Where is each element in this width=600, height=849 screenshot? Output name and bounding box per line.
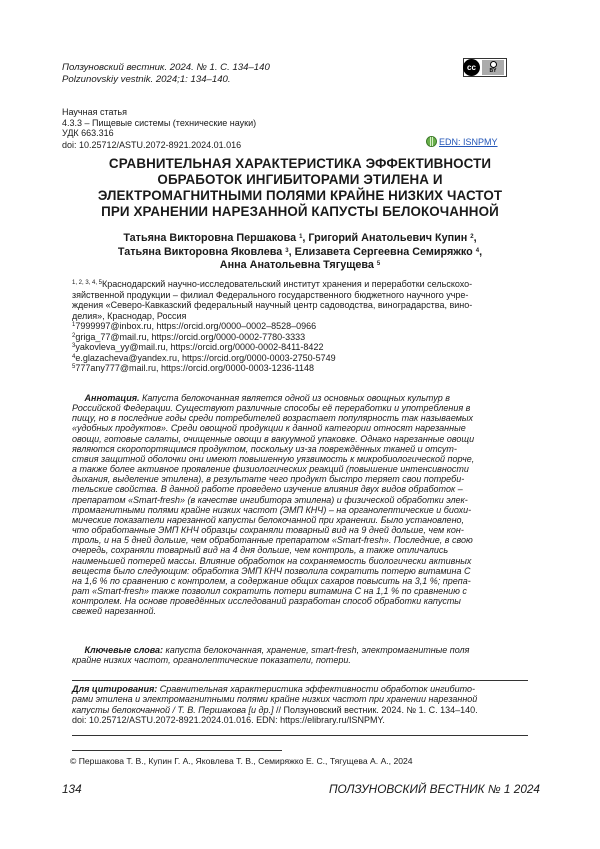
abstract-line: тромагнитными полями крайне низких частот (ЭМП КНЧ) – на органолептические и биохи- bbox=[72, 504, 472, 515]
title-line: ОБРАБОТОК ИНГИБИТОРАМИ ЭТИЛЕНА И bbox=[157, 172, 443, 187]
affiliation-line: зяйственной продукции – филиал Федерального государственного бюджетного научного учре- bbox=[72, 289, 469, 300]
abstract-line: на 1,6 % по сравнению с контролем, а содержание общих сахаров повысить на 3,1 %; препа- bbox=[72, 575, 471, 586]
contact-line[interactable] bbox=[72, 363, 542, 374]
author-sup: 3 bbox=[285, 247, 289, 254]
udk: УДК 663.316 bbox=[62, 128, 114, 138]
citation-heading: Для цитирования: bbox=[72, 684, 158, 694]
affiliation-line: делия», Краснодар, Россия bbox=[72, 310, 187, 321]
cc-by-license-badge[interactable] bbox=[463, 58, 507, 77]
contact-text[interactable]: griga_77@mail.ru, https://orcid.org/0000-0002-7780-3333 bbox=[75, 331, 306, 342]
abstract-line: а также более активное проявление физиологических реакций (повышение интенсивности bbox=[72, 464, 469, 475]
person-icon bbox=[490, 61, 497, 68]
cc-icon: cc bbox=[463, 59, 480, 76]
divider bbox=[72, 735, 528, 736]
contact-sup: 5 bbox=[72, 364, 76, 370]
author-sup: 4 bbox=[475, 247, 480, 254]
contact-text[interactable]: e.glazacheva@yandex.ru, https://orcid.org/0000-0003-2750-5749 bbox=[75, 352, 336, 363]
abstract-line: «удобных продуктов». Среди овощной продукции к данной категории относят нарезанные bbox=[72, 423, 466, 434]
divider bbox=[72, 680, 528, 681]
journal-reference bbox=[62, 62, 270, 86]
page-number: 134 bbox=[62, 782, 82, 796]
contact-line[interactable] bbox=[72, 353, 542, 364]
citation-line[interactable]: doi: 10.25712/ASTU.2072-8921.2024.01.016. EDN: https://elibrary.ru/ISNPMY. bbox=[72, 714, 385, 725]
title-line: ЭЛЕКТРОМАГНИТНЫМИ ПОЛЯМИ КРАЙНЕ НИЗКИХ ЧАСТОТ bbox=[97, 188, 503, 203]
affiliation-line: Краснодарский научно-исследовательский институт хранения и переработки сельскохо- bbox=[102, 279, 473, 289]
abstract bbox=[72, 393, 530, 616]
affiliation-line: ждения «Северо-Кавказский федеральный научный центр садоводства, виноградарства, вино- bbox=[72, 300, 473, 310]
keywords-line: крайне низких частот, органолептические показатели, потери. bbox=[72, 655, 351, 666]
keywords-heading: Ключевые слова: bbox=[84, 645, 164, 655]
contact-line[interactable] bbox=[72, 332, 542, 343]
abstract-line: ствия защитной оболочки они имеют повышенную уязвимость к микробиологической порче, bbox=[72, 453, 475, 464]
contact-sup: 2 bbox=[72, 332, 76, 339]
contact-text[interactable]: yakovleva_yy@mail.ru, https://orcid.org/0000-0002-8411-8422 bbox=[75, 342, 324, 352]
by-label: BY bbox=[489, 68, 497, 74]
abstract-line: Российской Федерации. Существуют различные способы её переработки и употребления в bbox=[72, 403, 471, 414]
abstract-line: троль, и на 5 дней дольше, чем обработанные препаратом «Smart-fresh». Последние, в свою bbox=[72, 535, 473, 546]
journal-line-ru: Ползуновский вестник. 2024. № 1. С. 134–140 bbox=[62, 62, 270, 73]
abstract-heading: Аннотация. bbox=[84, 393, 140, 403]
abstract-line: наименьшей потерей массы. Влияние обработок на сохраняемость биологически активных bbox=[72, 555, 472, 566]
article-title bbox=[62, 156, 538, 220]
contact-sup: 3 bbox=[72, 343, 76, 349]
abstract-line: дыхания, выделение этилена), в результате чего продукт быстро теряет свои потреби- bbox=[72, 474, 465, 485]
citation-line: // Ползуновский вестник. 2024. № 1. С. 134–140. bbox=[273, 704, 478, 715]
contact-text[interactable]: 777any777@mail.ru, https://orcid.org/0000-0003-1236-1148 bbox=[75, 363, 314, 373]
contact-sup: 1 bbox=[72, 322, 76, 328]
doi: doi: 10.25712/ASTU.2072-8921.2024.01.016 bbox=[62, 140, 242, 150]
contact-line[interactable] bbox=[72, 342, 542, 353]
abstract-line: тельские свойства. В данной работе проведено изучение влияния двух видов обработок – bbox=[72, 484, 463, 495]
citation-line: рами этилена и электромагнитными полями крайне низких частот при хранении нарезанной bbox=[72, 694, 478, 705]
author-sup: 1 bbox=[299, 234, 303, 240]
affiliation-sup: 1, 2, 3, 4, 5 bbox=[72, 280, 103, 286]
affiliation bbox=[72, 279, 542, 374]
title-line: ПРИ ХРАНЕНИИ НАРЕЗАННОЙ КАПУСТЫ БЕЛОКОЧАННОЙ bbox=[101, 204, 499, 219]
author-name: Елизавета Сергеевна Семиряжко bbox=[294, 245, 473, 258]
contact-line[interactable] bbox=[72, 321, 542, 332]
author-name: Татьяна Викторовна Першакова bbox=[123, 232, 297, 244]
contact-sup: 4 bbox=[72, 353, 76, 360]
abstract-line: веществ было следующим: обработка ЭМП КНЧ позволила сократить потерю витамина С bbox=[72, 565, 471, 576]
abstract-line: препаратом «Smart-fresh» (в качестве ингибитора этилена) и физической обработки элек- bbox=[72, 494, 468, 505]
article-type: Научная статья bbox=[62, 107, 127, 117]
abstract-line: являются скоропортящимся продуктом, поскольку из-за повреждённых тканей и отсут- bbox=[72, 443, 457, 454]
running-title: ПОЛЗУНОВСКИЙ ВЕСТНИК № 1 2024 bbox=[329, 782, 540, 796]
footnote-divider bbox=[72, 750, 282, 751]
citation bbox=[72, 684, 534, 725]
abstract-line: контролем. На основе проведённых исследований разработан способ обработки капусты bbox=[72, 596, 461, 607]
article-meta bbox=[62, 107, 256, 139]
globe-icon bbox=[426, 136, 437, 147]
author-sup: 5 bbox=[376, 261, 381, 267]
contact-text[interactable]: 7999997@inbox.ru, https://orcid.org/0000–0002–8528–0966 bbox=[75, 321, 317, 331]
edn-label: EDN: ISNPMY bbox=[439, 136, 498, 147]
author-name: Анна Анатольевна Тягущева bbox=[219, 259, 374, 271]
abstract-line: овощи, готовые салаты, очищенные овощи в вакуумной упаковке. Однако нарезанные овощи bbox=[72, 433, 475, 444]
edn-link[interactable] bbox=[426, 136, 498, 147]
abstract-line: свежей нарезанной. bbox=[72, 606, 156, 617]
journal-line-en: Polzunovskiy vestnik. 2024;1: 134–140. bbox=[62, 74, 231, 85]
author-sup: 2 bbox=[470, 234, 474, 240]
author-name: Григорий Анатольевич Купин bbox=[308, 232, 468, 244]
author-list: Татьяна Викторовна Першакова $^1$, Григорий Анатольевич Купин $^2$, Татьяна Викторовна Яковлева $^3$, Елизавета Сергеевна Семиряжко $^4$, Анна Анатольевна Тягущева $^5$ bbox=[117, 232, 483, 271]
copyright: © Першакова Т. В., Купин Г. А., Яковлева Т. В., Семиряжко Е. С., Тягущева А. А., 2024 bbox=[70, 756, 413, 766]
abstract-line: Капуста белокочанная является одной из основных овощных культур в bbox=[139, 393, 450, 403]
abstract-line: мические показатели нарезанной капусты белокочанной при хранении. Было установлено, bbox=[72, 514, 465, 525]
title-line: СРАВНИТЕЛЬНАЯ ХАРАКТЕРИСТИКА ЭФФЕКТИВНОСТИ bbox=[108, 156, 492, 171]
by-icon bbox=[482, 60, 504, 75]
keywords bbox=[72, 645, 530, 665]
abstract-line: очередь, сохраняли товарный вид на 4 дня дольше, чем контроль, а также отличались bbox=[72, 545, 449, 556]
specialty: 4.3.3 – Пищевые системы (технические науки) bbox=[62, 117, 257, 128]
abstract-line: рат «Smart-fresh» также позволил сократить потери витамина С на 1,1 % по сравнению с bbox=[72, 585, 467, 596]
keywords-line: капуста белокочанная, хранение, smart-fresh, электромагнитные поля bbox=[163, 645, 470, 655]
abstract-line: что обработанные ЭМП КНЧ образцы сохраняли товарный вид на 9 дней дольше, чем кон- bbox=[72, 525, 464, 536]
citation-line: капусты белокочанной / Т. В. Першакова [и др.] bbox=[72, 704, 274, 715]
citation-line: Сравнительная характеристика эффективности обработок ингибито- bbox=[157, 684, 475, 694]
abstract-line: пищу, но в последние годы среди потребителей возрастает популярность так называемых bbox=[72, 413, 474, 424]
author-name: Татьяна Викторовна Яковлева bbox=[117, 245, 283, 258]
